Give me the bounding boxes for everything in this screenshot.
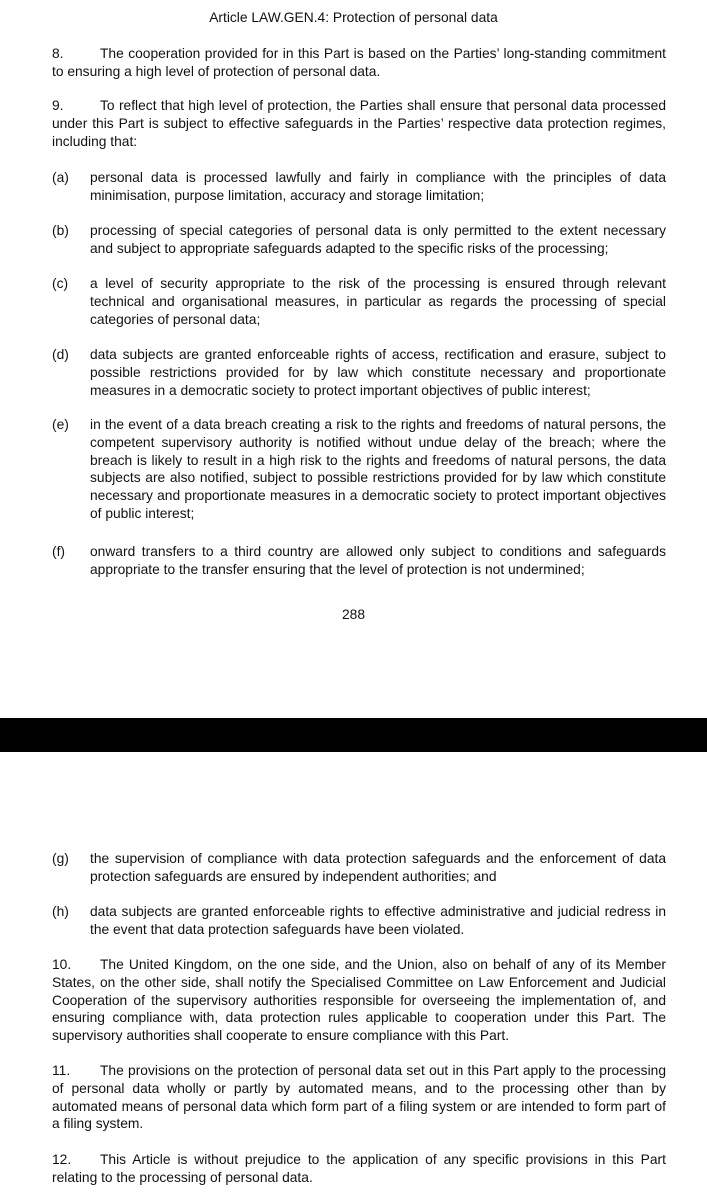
paragraph-9 [52,97,666,150]
list-item-text: a level of security appropriate to the risk of the processing is ensured through relevant technical and organisational measures, in particular as regards the processing of special categories of personal data; [90,276,666,327]
page-number: 288 [341,607,366,622]
paragraph-number: 11. [52,1063,71,1078]
paragraph-10 [52,956,666,1045]
list-item-label: (f) [52,544,66,559]
list-item-f [52,543,666,579]
list-item-d [52,346,666,399]
list-item-text: processing of special categories of personal data is only permitted to the extent necessary and subject to appropriate safeguards adapted to the specific risks of the processing; [90,223,666,256]
list-item-label: (a) [52,170,69,185]
paragraph-number: 12. [52,1152,72,1167]
list-item-label: (b) [52,223,69,238]
list-item-text: data subjects are granted enforceable rights to effective administrative and judicial redress in the event that data protection safeguards have been violated. [90,904,666,937]
list-item-h [52,903,666,939]
paragraph-number: 9. [52,98,64,113]
list-item-label: (g) [52,851,69,866]
list-item-label: (e) [52,417,69,432]
list-item-label: (h) [52,904,69,919]
list-item-a [52,169,666,205]
list-item-text: data subjects are granted enforceable rights of access, rectification and erasure, subject to possible restrictions provided for by law which constitute necessary and proportionate measures in a democratic society to protect important objectives of public interest; [90,347,666,398]
paragraph-text: The cooperation provided for in this Part is based on the Parties’ long-standing commitment to ensuring a high level of protection of personal data. [52,46,666,79]
paragraph-11 [52,1062,666,1133]
paragraph-text: This Article is without prejudice to the application of any specific provisions in this Part relating to the processing of personal data. [52,1152,666,1185]
list-item-text: onward transfers to a third country are allowed only subject to conditions and safeguards appropriate to the transfer ensuring that the level of protection is not undermined; [90,544,666,577]
list-item-text: in the event of a data breach creating a risk to the rights and freedoms of natural persons, the competent supervisory authority is notified without undue delay of the breach; where the breach is likely to result in a high risk to the rights and freedoms of natural persons, the data subjects are also notified, subject to possible restrictions provided for by law which constitute necessary and proportionate measures in a democratic society to protect important objectives of public interest; [90,417,666,521]
paragraph-text: The United Kingdom, on the one side, and the Union, also on behalf of any of its Member States, on the other side, shall notify the Specialised Committee on Law Enforcement and Judicial Cooperation of the supervisory authorities responsible for overseeing the implementation of, and ensuring compliance with, data protection rules applicable to cooperation under this Part. The supervisory authorities shall cooperate to ensure compliance with this Part. [52,957,666,1044]
paragraph-text: To reflect that high level of protection, the Parties shall ensure that personal data processed under this Part is subject to effective safeguards in the Parties’ respective data protection regimes, including that: [52,98,666,149]
paragraph-8 [52,45,666,81]
list-item-c [52,275,666,328]
list-item-g [52,850,666,886]
paragraph-number: 10. [52,957,72,972]
list-item-label: (d) [52,347,69,362]
list-item-text: the supervision of compliance with data protection safeguards and the enforcement of data protection safeguards are ensured by independent authorities; and [90,851,666,884]
list-item-text: personal data is processed lawfully and fairly in compliance with the principles of data minimisation, purpose limitation, accuracy and storage limitation; [90,170,666,203]
document-page-lower [0,752,707,1200]
page-separator [0,718,707,752]
list-item-e [52,416,666,523]
list-item-label: (c) [52,276,69,291]
paragraph-number: 8. [52,46,64,61]
paragraph-12 [52,1151,666,1187]
list-item-b [52,222,666,258]
article-heading: Article LAW.GEN.4: Protection of personal data [209,10,498,25]
paragraph-text: The provisions on the protection of personal data set out in this Part apply to the processing of personal data wholly or partly by automated means, and to the processing other than by automated means of personal data which form part of a filing system or are intended to form part of a filing system. [52,1063,666,1132]
